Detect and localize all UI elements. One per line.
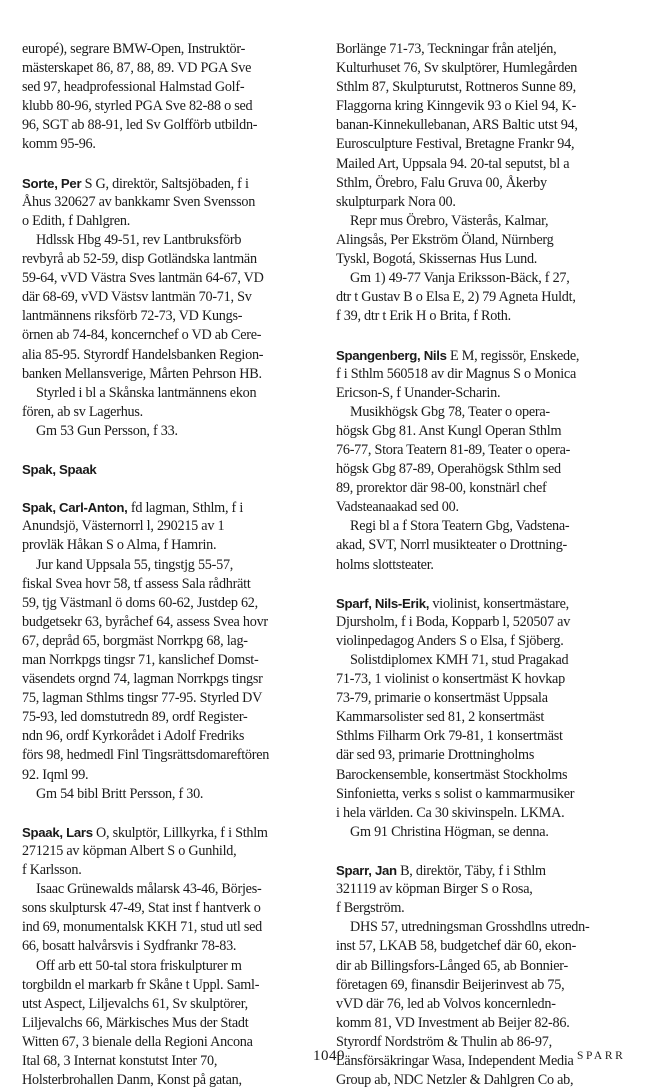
entry-name: Spaak, Lars [22, 824, 93, 840]
text-line [336, 766, 628, 785]
line-text: företagen 69, finansdir Beijerinvest ab 75, [336, 976, 565, 993]
line-text: B, direktör, Täby, f i Sthlm [396, 863, 546, 880]
line-text: Gm 1) 49-77 Vanja Eriksson-Bäck, f 27, [350, 270, 570, 287]
line-text: Group ab, NDC Netzler & Dahlgren Co ab, [336, 1072, 574, 1089]
text-line [336, 651, 628, 670]
line-text: S G, direktör, Saltsjöbaden, f i [81, 175, 249, 192]
line-text: i hela världen. Ca 30 skivinspeln. LKMA. [336, 804, 565, 821]
text-line [336, 403, 628, 422]
text-line [22, 346, 314, 365]
entry-spacer [336, 326, 628, 345]
line-text: Jur kand Uppsala 55, tingstjg 55-57, [36, 556, 234, 573]
line-text: DHS 57, utredningsman Grosshdlns utredn- [350, 919, 590, 936]
line-text: E M, regissör, Enskede, [446, 347, 580, 364]
line-text: Ital 68, 3 Internat konstutst Inter 70, [22, 1052, 218, 1069]
text-line [22, 212, 314, 231]
entry-first-line [22, 174, 314, 193]
line-text: banken Mellansverige, Mårten Pehrson HB. [22, 365, 262, 382]
line-text: 76-77, Stora Teatern 81-89, Teater o opera- [336, 441, 571, 458]
text-line [336, 460, 628, 479]
text-line [22, 78, 314, 97]
line-text: 73-79, primarie o konsertmäst Uppsala [336, 690, 548, 707]
entry-name: Spangenberg, Nils [336, 347, 447, 363]
line-text: europé), segrare BMW-Open, Instruktör- [22, 41, 246, 57]
text-line [22, 556, 314, 575]
line-text: Holsterbrohallen Danm, Konst på gatan, [22, 1072, 242, 1089]
line-text: 92. Iqml 99. [22, 766, 89, 783]
text-line [22, 670, 314, 689]
text-line [22, 861, 314, 880]
line-text: vVD där 76, led ab Volvos koncernledn- [336, 995, 556, 1012]
text-line [336, 746, 628, 765]
entry-name: Sorte, Per [22, 175, 82, 191]
text-line [336, 613, 628, 632]
text-line [336, 231, 628, 250]
line-text: f 39, dtr t Erik H o Brita, f Roth. [336, 308, 511, 325]
line-text: banan-Kinnekullebanan, ARS Baltic utst 94, [336, 117, 578, 134]
line-text: Ericson-S, f Unander-Scharin. [336, 384, 501, 401]
line-text: holms slottsteater. [336, 556, 434, 573]
entry-name: Sparf, Nils-Erik, [336, 595, 430, 611]
text-line [22, 689, 314, 708]
line-text: dtr t Gustav B o Elsa E, 2) 79 Agneta Huldt, [336, 289, 576, 306]
text-line [22, 976, 314, 995]
text-line [336, 193, 628, 212]
text-line [336, 269, 628, 288]
line-text: Styrordf Nordström & Thulin ab 86-97, [336, 1033, 552, 1050]
line-text: Styrled i bl a Skånska lantmännens ekon [36, 384, 257, 401]
text-line [22, 536, 314, 555]
text-line [336, 1071, 628, 1090]
left-column [22, 40, 314, 1090]
text-line [22, 594, 314, 613]
entry-first-line [22, 498, 314, 517]
line-text: Barockensemble, konsertmäst Stockholms [336, 766, 568, 783]
line-text: f Karlsson. [22, 862, 82, 879]
line-text: Alingsås, Per Ekström Öland, Nürnberg [336, 231, 554, 248]
text-line [22, 59, 314, 78]
line-text: mästerskapet 86, 87, 88, 89. VD PGA Sve [22, 60, 252, 77]
entry-name: Sparr, Jan [336, 863, 397, 879]
line-text: provläk Håkan S o Alma, f Hamrin. [22, 537, 217, 554]
text-line [336, 937, 628, 956]
line-text: sons skulptursk 47-49, Stat inst f hantverk o [22, 900, 261, 917]
line-text: fd lagman, Sthlm, f i [127, 500, 244, 517]
text-line [22, 918, 314, 937]
line-text: Musikhögsk Gbg 78, Teater o opera- [350, 403, 550, 420]
text-line [22, 785, 314, 804]
text-line [22, 422, 314, 441]
text-line [22, 746, 314, 765]
line-text: utst Aspect, Liljevalchs 61, Sv skulptörer, [22, 995, 248, 1012]
text-line [336, 155, 628, 174]
line-text: skulpturpark Nora 00. [336, 193, 456, 210]
line-text: Anundsjö, Västernorrl l, 290215 av 1 [22, 518, 225, 535]
line-text: violinist, konsertmästare, [429, 595, 569, 612]
text-line [336, 441, 628, 460]
text-line [22, 957, 314, 976]
text-line [336, 536, 628, 555]
line-text: Isaac Grünewalds målarsk 43-46, Börjes- [36, 881, 262, 898]
line-text: Vadsteanaakad sed 00. [336, 499, 459, 516]
text-line [336, 727, 628, 746]
line-text: O, skulptör, Lillkyrka, f i Sthlm [92, 824, 268, 841]
text-line [336, 976, 628, 995]
text-line [22, 326, 314, 345]
text-line [336, 288, 628, 307]
line-text: man Norrkpgs tingsr 71, kanslichef Domst- [22, 652, 259, 668]
text-line [22, 766, 314, 785]
line-text: 96, SGT ab 88-91, led Sv Golfförb utbildn- [22, 117, 258, 134]
line-text: där 68-69, vVD Västsv lantmän 70-71, Sv [22, 289, 252, 306]
line-text: 321119 av köpman Birger S o Rosa, [336, 881, 533, 898]
line-text: Flaggorna kring Kinngevik 93 o Kiel 94, K- [336, 98, 577, 115]
line-text: f i Sthlm 560518 av dir Magnus S o Monica [336, 365, 576, 382]
line-text: Mailed Art, Uppsala 94. 20-tal seputst, bl a [336, 155, 570, 172]
line-text: o Edith, f Dahlgren. [22, 212, 131, 229]
line-text: Gm 53 Gun Persson, f 33. [36, 422, 178, 439]
text-line [22, 250, 314, 269]
text-line [22, 995, 314, 1014]
text-line [336, 135, 628, 154]
line-text: Off arb ett 50-tal stora friskulpturer m [36, 957, 242, 974]
text-line [336, 823, 628, 842]
text-line [336, 498, 628, 517]
text-line [22, 116, 314, 135]
text-line [22, 1033, 314, 1052]
line-text: 59, tjg Västmanl ö doms 60-62, Justdep 62, [22, 594, 258, 611]
line-text: lantmännens riksförb 72-73, VD Kungs- [22, 308, 243, 325]
text-line [336, 880, 628, 899]
line-text: 59-64, vVD Västra Sves lantmän 64-67, VD [22, 270, 264, 287]
entry-spacer [22, 441, 314, 460]
line-text: 75, lagman Sthlms tingsr 77-95. Styrled DV [22, 690, 263, 707]
text-line [336, 365, 628, 384]
text-line [336, 422, 628, 441]
text-line [336, 307, 628, 326]
line-text: torgbildn el markarb fr Skåne t Uppl. Saml- [22, 976, 260, 993]
line-text: Witten 67, 3 bienale della Regioni Ancona [22, 1033, 253, 1050]
entry-spacer [336, 575, 628, 594]
text-line [22, 40, 314, 59]
line-text: Eurosculpture Festival, Bretagne Frankr 94, [336, 136, 575, 153]
text-line [22, 1014, 314, 1033]
text-line [336, 479, 628, 498]
entry-first-line [22, 823, 314, 842]
line-text: Länsförsäkringar Wasa, Independent Media [336, 1052, 574, 1069]
text-line [22, 1052, 314, 1071]
line-text: Borlänge 71-73, Teckningar från ateljén, [336, 41, 557, 57]
line-text: väsendets orgnd 74, lagman Norrkpgs tingsr [22, 671, 263, 688]
line-text: Sinfonietta, verks s solist o kammarmusiker [336, 785, 575, 802]
line-text: Kulturhuset 76, Sv skulptörer, Humlegården [336, 60, 578, 77]
text-line [336, 212, 628, 231]
text-line [22, 269, 314, 288]
text-line [336, 689, 628, 708]
line-text: Djursholm, f i Boda, Kopparb l, 520507 av [336, 613, 571, 630]
section-heading [22, 460, 314, 479]
line-text: fören, ab sv Lagerhus. [22, 403, 143, 420]
section-heading-text: Spak, Spaak [22, 462, 97, 478]
text-line [22, 517, 314, 536]
text-line [336, 40, 628, 59]
line-text: revbyrå ab 52-59, disp Gotländska lantmän [22, 251, 257, 268]
text-line [336, 517, 628, 536]
text-line [22, 365, 314, 384]
line-text: där sed 93, primarie Drottningholms [336, 747, 535, 764]
text-line [22, 403, 314, 422]
line-text: örnen ab 74-84, koncernchef o VD ab Cere- [22, 327, 262, 344]
line-text: inst 57, LKAB 58, budgetchef där 60, ekon- [336, 938, 577, 955]
text-line [22, 1071, 314, 1090]
text-line [22, 727, 314, 746]
text-line [336, 97, 628, 116]
text-line [336, 556, 628, 575]
text-line [22, 937, 314, 956]
entry-spacer [22, 479, 314, 498]
line-text: Sthlm 87, Skulpturutst, Rottneros Sunne 89, [336, 79, 576, 96]
entry-spacer [336, 842, 628, 861]
text-line [336, 957, 628, 976]
line-text: dir ab Billingsfors-Långed 65, ab Bonnier- [336, 957, 568, 974]
text-line [22, 651, 314, 670]
line-text: alia 85-95. Styrordf Handelsbanken Region- [22, 346, 264, 363]
line-text: 71-73, 1 violinist o konsertmäst K hovkap [336, 671, 565, 688]
text-line [336, 632, 628, 651]
line-text: högsk Gbg 81. Anst Kungl Operan Sthlm [336, 422, 562, 439]
text-line [336, 78, 628, 97]
line-text: Gm 91 Christina Högman, se denna. [350, 823, 549, 840]
text-line [336, 995, 628, 1014]
text-line [22, 880, 314, 899]
entry-first-line [336, 861, 628, 880]
line-text: komm 95-96. [22, 136, 96, 153]
line-text: Solistdiplomex KMH 71, stud Pragakad [350, 652, 569, 668]
entry-spacer [22, 804, 314, 823]
text-line [22, 193, 314, 212]
text-line [22, 899, 314, 918]
line-text: Liljevalchs 66, Märkisches Mus der Stadt [22, 1014, 249, 1031]
text-line [336, 384, 628, 403]
line-text: sed 97, headprofessional Halmstad Golf- [22, 79, 245, 96]
entry-first-line [336, 346, 628, 365]
text-line [22, 135, 314, 154]
text-line [336, 174, 628, 193]
text-line [336, 116, 628, 135]
text-line [336, 918, 628, 937]
line-text: Regi bl a f Stora Teatern Gbg, Vadstena- [350, 518, 570, 535]
line-text: förs 98, hedmedl Finl Tingsrättsdomareftören [22, 747, 270, 764]
text-line [22, 231, 314, 250]
entry-name: Spak, Carl-Anton, [22, 500, 128, 516]
line-text: fiskal Svea hovr 58, tf assess Sala rådhrätt [22, 575, 251, 592]
entry-first-line [336, 594, 628, 613]
text-line [336, 785, 628, 804]
line-text: 66, bosatt halvårsvis i Sydfrankr 78-83. [22, 938, 237, 955]
line-text: Sthlms Filharm Ork 79-81, 1 konsertmäst [336, 728, 563, 745]
line-text: Repr mus Örebro, Västerås, Kalmar, [350, 212, 549, 229]
page-number: 1049 [313, 1048, 345, 1064]
text-line [22, 384, 314, 403]
text-line [336, 804, 628, 823]
line-text: klubb 80-96, styrled PGA Sve 82-88 o sed [22, 98, 253, 115]
line-text: ndn 96, ordf Kyrkorådet i Adolf Fredriks [22, 728, 245, 745]
line-text: Hdlssk Hbg 49-51, rev Lantbruksförb [36, 231, 242, 248]
entry-spacer [22, 155, 314, 174]
line-text: violinpedagog Anders S o Elsa, f Sjöberg. [336, 632, 564, 649]
line-text: ind 69, monumentalsk KKH 71, stud utl sed [22, 919, 262, 936]
text-line [22, 632, 314, 651]
line-text: komm 81, VD Investment ab Beijer 82-86. [336, 1014, 570, 1031]
text-line [22, 575, 314, 594]
line-text: Gm 54 bibl Britt Persson, f 30. [36, 785, 204, 802]
right-column [336, 40, 628, 1090]
line-text: 89, prorektor där 98-00, konstnärl chef [336, 480, 547, 497]
text-line [22, 842, 314, 861]
text-line [22, 613, 314, 632]
line-text: högsk Gbg 87-89, Operahögsk Sthlm sed [336, 461, 561, 478]
text-line [336, 899, 628, 918]
line-text: Kammarsolister sed 81, 2 konsertmäst [336, 709, 545, 726]
text-line [336, 708, 628, 727]
line-text: Tyskl, Bogotá, Skissernas Hus Lund. [336, 251, 538, 268]
text-line [22, 307, 314, 326]
running-head: SPARR [577, 1050, 626, 1062]
text-line [22, 708, 314, 727]
text-line [336, 250, 628, 269]
text-line [22, 97, 314, 116]
text-line [336, 670, 628, 689]
text-line [336, 1014, 628, 1033]
line-text: 67, depråd 65, borgmäst Norrkpg 68, lag- [22, 632, 248, 649]
line-text: f Bergström. [336, 900, 405, 917]
line-text: 75-93, led domstutredn 89, ordf Register- [22, 709, 248, 726]
line-text: Åhus 320627 av bankkamr Sven Svensson [22, 193, 256, 210]
line-text: Sthlm, Örebro, Falu Gruva 00, Åkerby [336, 174, 547, 191]
text-line [22, 288, 314, 307]
text-line [336, 59, 628, 78]
line-text: 271215 av köpman Albert S o Gunhild, [22, 842, 237, 859]
line-text: budgetsekr 63, byråchef 64, assess Svea hovr [22, 613, 268, 630]
line-text: akad, SVT, Norrl musikteater o Drottning- [336, 537, 568, 554]
